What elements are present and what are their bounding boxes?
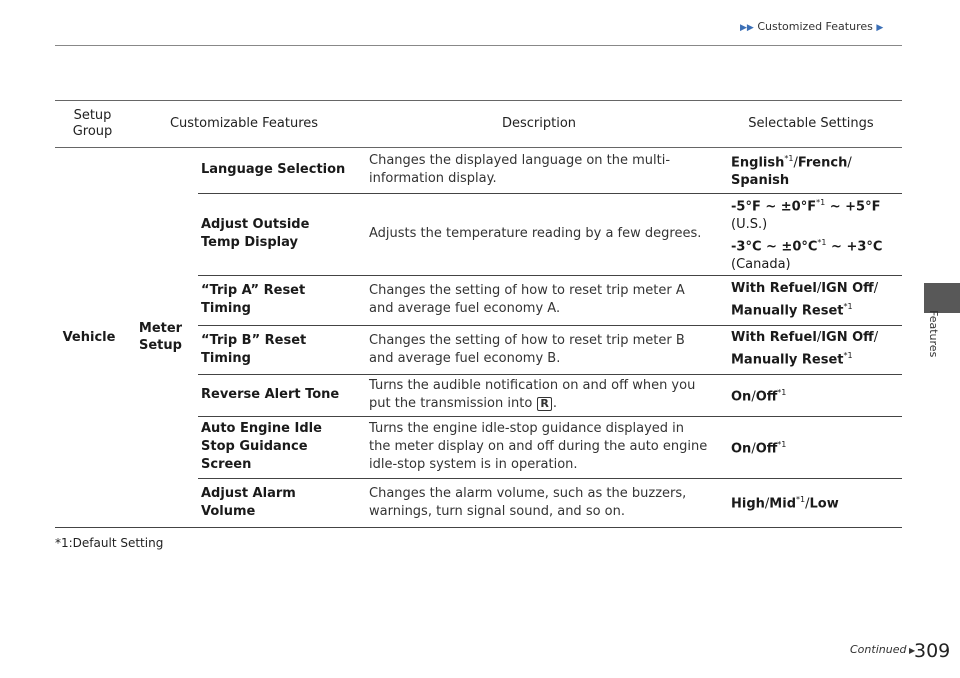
setting-option: With Refuel [731, 280, 817, 296]
feature-description [369, 374, 709, 416]
table-row [198, 147, 902, 194]
selectable-settings [731, 374, 901, 416]
feature-description [369, 193, 709, 275]
table-row [198, 325, 902, 375]
table-row [198, 275, 902, 326]
feature-name: Adjust Alarm Volume [201, 485, 296, 519]
setup-subgroup-meter: Meter Setup [138, 321, 183, 353]
setting-option: / [793, 155, 798, 171]
feature-name: Reverse Alert Tone [201, 387, 340, 402]
footnote: *1:Default Setting [55, 536, 164, 550]
setting-option: / [816, 330, 822, 346]
description-text: Adjusts the temperature reading by a few degrees. [369, 226, 702, 241]
description-text: Changes the setting of how to reset trip meter A and average fuel economy A. [369, 283, 685, 316]
settings-text [731, 329, 878, 369]
description-text: Changes the alarm volume, such as the buzzers, warnings, turn signal sound, and so on. [369, 485, 687, 519]
section-label: Features [927, 310, 940, 358]
default-marker: *1 [784, 153, 794, 163]
setting-option: (U.S.) [731, 217, 768, 232]
table-header [55, 100, 902, 148]
arrow-icon: ▶ [876, 23, 884, 33]
setting-option: / [873, 330, 879, 346]
table-row [198, 193, 902, 276]
setting-option: Manually Reset [731, 303, 844, 319]
arrow-icon: ▶ [906, 646, 916, 655]
description-text: Turns the engine idle-stop guidance displayed in the meter display on and off during the auto engine idle-stop system is in operation. [369, 421, 708, 472]
setting-option: Low [809, 496, 839, 512]
settings-text [731, 384, 786, 406]
double-arrow-icon: ▶▶ [740, 23, 754, 33]
continued-label [850, 643, 915, 656]
setting-option: / [847, 155, 852, 171]
feature-description [369, 147, 709, 193]
selectable-settings [731, 416, 901, 478]
setting-option: / [816, 280, 822, 296]
setting-option: ~ +3°C [826, 239, 883, 255]
setting-option: High [731, 496, 765, 512]
continued-text: Continued [850, 643, 907, 656]
selectable-settings [731, 147, 901, 193]
default-marker: *1 [796, 495, 806, 505]
feature-description [369, 416, 709, 478]
setting-option: / [873, 280, 879, 296]
table-row [198, 416, 902, 479]
setting-option: -5°F ~ ±0°F [731, 199, 817, 214]
default-marker: *1 [777, 439, 787, 449]
setting-option: Spanish [731, 173, 790, 189]
setting-option: / [764, 496, 770, 512]
default-marker: *1 [843, 301, 853, 311]
setting-option: On [731, 389, 752, 405]
feature-name: Auto Engine Idle Stop Guidance Screen [201, 421, 322, 472]
setting-option: On [731, 441, 752, 457]
feature-description [369, 478, 709, 527]
setting-option: / [751, 389, 756, 405]
setting-option: Off [755, 441, 778, 457]
feature-description [369, 325, 709, 374]
setting-option: (Canada) [731, 257, 791, 273]
settings-text [731, 491, 839, 513]
settings-text [731, 150, 852, 190]
description-text: Changes the displayed language on the multi-information display. [369, 153, 671, 186]
setting-option: IGN Off [821, 330, 874, 346]
selectable-settings [731, 193, 901, 275]
feature-name: Adjust Outside Temp Display [201, 217, 310, 250]
selectable-settings [731, 325, 901, 374]
default-marker: *1 [843, 351, 853, 361]
settings-text [731, 436, 786, 458]
setting-option: ~ +5°F [825, 199, 881, 214]
settings-text [731, 280, 878, 320]
selectable-settings [731, 478, 901, 527]
section-tab [924, 283, 960, 313]
table-row [198, 374, 902, 417]
col-customizable-features: Customizable Features [169, 116, 319, 131]
description-text: Turns the audible notification on and off when you put the transmission into R . [369, 378, 696, 411]
selectable-settings [731, 275, 901, 325]
setup-group-vehicle: Vehicle [62, 329, 116, 345]
table-row [198, 478, 902, 528]
setting-option: / [751, 441, 756, 457]
feature-description [369, 275, 709, 325]
col-description: Description [501, 116, 577, 131]
page-number: 309 [914, 640, 951, 662]
default-marker: *1 [817, 238, 827, 247]
default-marker: *1 [816, 197, 826, 207]
col-setup-group: Setup Group [72, 108, 113, 139]
breadcrumb [740, 20, 883, 33]
setting-option: English [731, 155, 785, 171]
reverse-gear-icon: R [537, 397, 551, 411]
setting-option: Off [755, 389, 778, 405]
description-text: Changes the setting of how to reset trip meter B and average fuel economy B. [369, 332, 685, 366]
setting-option: IGN Off [821, 280, 874, 296]
settings-text [731, 194, 882, 275]
col-selectable-settings: Selectable Settings [748, 116, 874, 131]
header-divider [55, 45, 902, 46]
feature-name: “Trip B” Reset Timing [201, 332, 307, 366]
breadcrumb-label: Customized Features [757, 20, 873, 33]
setting-option: / [805, 496, 810, 512]
group-divider [55, 527, 198, 528]
default-marker: *1 [777, 387, 787, 397]
setting-option: French [797, 155, 848, 171]
feature-name: “Trip A” Reset Timing [201, 283, 306, 316]
setting-option: -3°C ~ ±0°C [731, 239, 818, 255]
setting-option: With Refuel [731, 330, 817, 346]
feature-name: Language Selection [201, 162, 346, 177]
setting-option: Mid [769, 496, 796, 512]
setting-option: Manually Reset [731, 352, 844, 368]
